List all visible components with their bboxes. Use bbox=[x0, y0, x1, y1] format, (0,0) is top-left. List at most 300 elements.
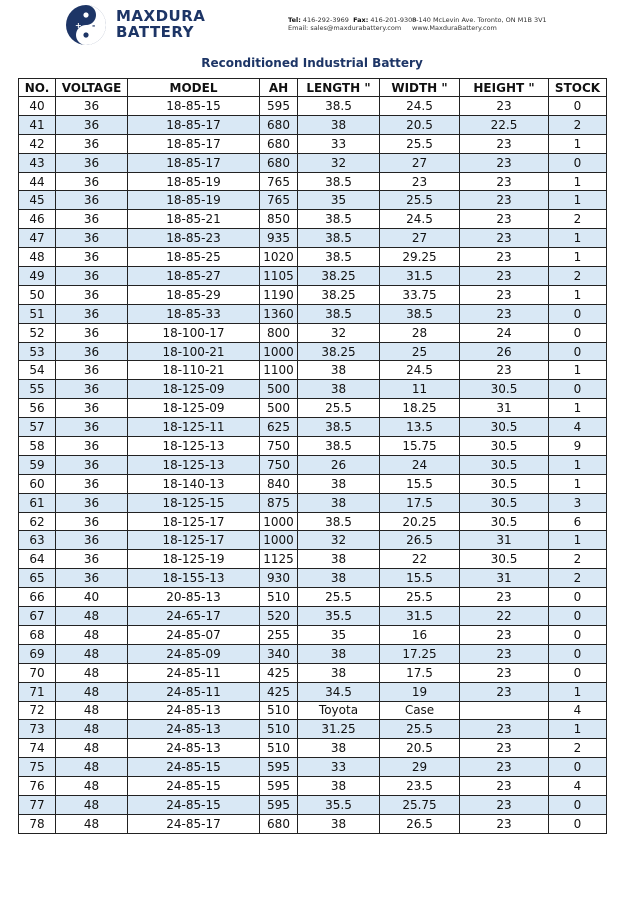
cell-ah: 510 bbox=[260, 588, 298, 607]
cell-model: 18-110-21 bbox=[128, 361, 260, 380]
cell-height: 31 bbox=[460, 399, 549, 418]
cell-height: 23 bbox=[460, 191, 549, 210]
email-value: sales@maxdurabattery.com bbox=[310, 24, 402, 32]
table-row bbox=[19, 739, 607, 758]
cell-stock: 1 bbox=[549, 134, 607, 153]
cell-stock: 1 bbox=[549, 248, 607, 267]
table-row bbox=[19, 455, 607, 474]
cell-length: 32 bbox=[298, 153, 380, 172]
cell-model: 24-85-13 bbox=[128, 720, 260, 739]
cell-model: 18-125-17 bbox=[128, 512, 260, 531]
cell-ah: 800 bbox=[260, 323, 298, 342]
cell-stock: 1 bbox=[549, 229, 607, 248]
cell-model: 24-85-11 bbox=[128, 663, 260, 682]
cell-width: 29 bbox=[380, 758, 460, 777]
cell-ah: 510 bbox=[260, 720, 298, 739]
cell-width: 27 bbox=[380, 153, 460, 172]
cell-width: 11 bbox=[380, 380, 460, 399]
cell-no: 68 bbox=[19, 625, 56, 644]
cell-length: 35.5 bbox=[298, 607, 380, 626]
cell-no: 62 bbox=[19, 512, 56, 531]
cell-length: 38 bbox=[298, 550, 380, 569]
cell-length: 38 bbox=[298, 361, 380, 380]
cell-no: 70 bbox=[19, 663, 56, 682]
cell-stock: 4 bbox=[549, 777, 607, 796]
cell-no: 72 bbox=[19, 701, 56, 720]
cell-stock: 1 bbox=[549, 720, 607, 739]
cell-no: 63 bbox=[19, 531, 56, 550]
cell-model: 18-85-21 bbox=[128, 210, 260, 229]
cell-length: 35 bbox=[298, 625, 380, 644]
cell-width: 31.5 bbox=[380, 607, 460, 626]
cell-stock: 1 bbox=[549, 361, 607, 380]
cell-width: 18.25 bbox=[380, 399, 460, 418]
cell-voltage: 40 bbox=[56, 588, 128, 607]
cell-no: 57 bbox=[19, 418, 56, 437]
cell-height: 30.5 bbox=[460, 512, 549, 531]
cell-no: 60 bbox=[19, 474, 56, 493]
cell-no: 40 bbox=[19, 97, 56, 116]
cell-length: 32 bbox=[298, 531, 380, 550]
cell-ah: 510 bbox=[260, 701, 298, 720]
cell-model: 18-125-09 bbox=[128, 380, 260, 399]
cell-height: 26 bbox=[460, 342, 549, 361]
brand-name bbox=[116, 8, 205, 40]
cell-voltage: 48 bbox=[56, 701, 128, 720]
cell-no: 56 bbox=[19, 399, 56, 418]
cell-stock: 1 bbox=[549, 191, 607, 210]
table-row bbox=[19, 720, 607, 739]
cell-voltage: 36 bbox=[56, 115, 128, 134]
cell-width: 24 bbox=[380, 455, 460, 474]
cell-no: 46 bbox=[19, 210, 56, 229]
cell-voltage: 36 bbox=[56, 153, 128, 172]
cell-no: 73 bbox=[19, 720, 56, 739]
cell-voltage: 48 bbox=[56, 607, 128, 626]
cell-height: 30.5 bbox=[460, 455, 549, 474]
cell-ah: 1000 bbox=[260, 512, 298, 531]
cell-ah: 340 bbox=[260, 644, 298, 663]
brand-line1: MAXDURA bbox=[116, 7, 206, 25]
table-body bbox=[19, 97, 607, 834]
cell-length: 38.5 bbox=[298, 512, 380, 531]
cell-height: 23 bbox=[460, 285, 549, 304]
cell-ah: 930 bbox=[260, 569, 298, 588]
cell-width: 13.5 bbox=[380, 418, 460, 437]
cell-width: 25.5 bbox=[380, 720, 460, 739]
table-row bbox=[19, 153, 607, 172]
cell-model: 24-85-09 bbox=[128, 644, 260, 663]
email-label: Email: bbox=[288, 24, 309, 32]
table-row bbox=[19, 663, 607, 682]
cell-length: 38 bbox=[298, 474, 380, 493]
cell-model: 18-155-13 bbox=[128, 569, 260, 588]
table-row bbox=[19, 380, 607, 399]
table-row bbox=[19, 795, 607, 814]
cell-voltage: 36 bbox=[56, 134, 128, 153]
cell-voltage: 36 bbox=[56, 361, 128, 380]
table-row bbox=[19, 758, 607, 777]
cell-model: 24-85-15 bbox=[128, 795, 260, 814]
fax-value: 416-201-9300 bbox=[370, 16, 417, 24]
table-row bbox=[19, 607, 607, 626]
table-row bbox=[19, 493, 607, 512]
column-header-no: NO. bbox=[19, 79, 56, 97]
cell-no: 74 bbox=[19, 739, 56, 758]
table-row bbox=[19, 814, 607, 833]
cell-height: 30.5 bbox=[460, 437, 549, 456]
cell-height: 23 bbox=[460, 304, 549, 323]
column-header-voltage: VOLTAGE bbox=[56, 79, 128, 97]
cell-voltage: 48 bbox=[56, 682, 128, 701]
cell-model: 20-85-13 bbox=[128, 588, 260, 607]
cell-voltage: 36 bbox=[56, 418, 128, 437]
cell-model: 18-85-17 bbox=[128, 153, 260, 172]
cell-model: 24-85-13 bbox=[128, 739, 260, 758]
table-row bbox=[19, 361, 607, 380]
cell-height: 23 bbox=[460, 210, 549, 229]
cell-no: 61 bbox=[19, 493, 56, 512]
cell-model: 18-85-29 bbox=[128, 285, 260, 304]
cell-model: 24-65-17 bbox=[128, 607, 260, 626]
table-row bbox=[19, 418, 607, 437]
cell-no: 69 bbox=[19, 644, 56, 663]
cell-stock: 2 bbox=[549, 569, 607, 588]
cell-ah: 765 bbox=[260, 191, 298, 210]
cell-height: 23 bbox=[460, 361, 549, 380]
cell-no: 50 bbox=[19, 285, 56, 304]
cell-ah: 500 bbox=[260, 399, 298, 418]
cell-no: 78 bbox=[19, 814, 56, 833]
cell-stock: 0 bbox=[549, 814, 607, 833]
cell-model: 24-85-15 bbox=[128, 758, 260, 777]
cell-length: 38 bbox=[298, 663, 380, 682]
cell-model: 18-85-19 bbox=[128, 191, 260, 210]
cell-stock: 0 bbox=[549, 97, 607, 116]
cell-model: 18-125-11 bbox=[128, 418, 260, 437]
cell-ah: 1105 bbox=[260, 267, 298, 286]
cell-ah: 595 bbox=[260, 97, 298, 116]
cell-voltage: 36 bbox=[56, 380, 128, 399]
cell-model: 18-125-13 bbox=[128, 455, 260, 474]
cell-width: 25.75 bbox=[380, 795, 460, 814]
cell-width: 24.5 bbox=[380, 361, 460, 380]
cell-stock: 2 bbox=[549, 739, 607, 758]
cell-voltage: 36 bbox=[56, 493, 128, 512]
table-row bbox=[19, 399, 607, 418]
cell-ah: 1000 bbox=[260, 531, 298, 550]
cell-voltage: 36 bbox=[56, 474, 128, 493]
cell-height: 23 bbox=[460, 644, 549, 663]
cell-height: 23 bbox=[460, 663, 549, 682]
cell-length: 38 bbox=[298, 814, 380, 833]
cell-height: 23 bbox=[460, 97, 549, 116]
cell-height: 23 bbox=[460, 758, 549, 777]
cell-no: 51 bbox=[19, 304, 56, 323]
cell-voltage: 36 bbox=[56, 569, 128, 588]
cell-length: 38 bbox=[298, 739, 380, 758]
cell-length: 38.25 bbox=[298, 342, 380, 361]
cell-ah: 750 bbox=[260, 455, 298, 474]
cell-height bbox=[460, 701, 549, 720]
cell-ah: 1000 bbox=[260, 342, 298, 361]
cell-ah: 680 bbox=[260, 814, 298, 833]
cell-voltage: 36 bbox=[56, 97, 128, 116]
cell-width: 20.5 bbox=[380, 115, 460, 134]
cell-ah: 1190 bbox=[260, 285, 298, 304]
table-row bbox=[19, 644, 607, 663]
cell-no: 75 bbox=[19, 758, 56, 777]
cell-length: 38.5 bbox=[298, 304, 380, 323]
cell-voltage: 48 bbox=[56, 795, 128, 814]
cell-stock: 1 bbox=[549, 172, 607, 191]
cell-height: 30.5 bbox=[460, 550, 549, 569]
cell-length: 35.5 bbox=[298, 795, 380, 814]
cell-width: 15.5 bbox=[380, 474, 460, 493]
cell-voltage: 36 bbox=[56, 399, 128, 418]
cell-height: 23 bbox=[460, 153, 549, 172]
cell-stock: 0 bbox=[549, 795, 607, 814]
svg-text:+: + bbox=[75, 21, 82, 30]
column-header-length: LENGTH " bbox=[298, 79, 380, 97]
cell-ah: 1100 bbox=[260, 361, 298, 380]
cell-no: 55 bbox=[19, 380, 56, 399]
cell-ah: 1020 bbox=[260, 248, 298, 267]
cell-no: 65 bbox=[19, 569, 56, 588]
cell-height: 31 bbox=[460, 569, 549, 588]
cell-height: 23 bbox=[460, 720, 549, 739]
cell-model: 18-125-09 bbox=[128, 399, 260, 418]
cell-model: 18-100-21 bbox=[128, 342, 260, 361]
cell-ah: 595 bbox=[260, 795, 298, 814]
cell-voltage: 36 bbox=[56, 172, 128, 191]
cell-ah: 425 bbox=[260, 663, 298, 682]
cell-height: 23 bbox=[460, 625, 549, 644]
cell-width: 17.5 bbox=[380, 493, 460, 512]
cell-width: 15.75 bbox=[380, 437, 460, 456]
cell-height: 31 bbox=[460, 531, 549, 550]
cell-width: 28 bbox=[380, 323, 460, 342]
cell-no: 45 bbox=[19, 191, 56, 210]
cell-width: 22 bbox=[380, 550, 460, 569]
cell-height: 23 bbox=[460, 134, 549, 153]
column-header-ah: AH bbox=[260, 79, 298, 97]
cell-height: 30.5 bbox=[460, 418, 549, 437]
battery-table bbox=[18, 78, 607, 834]
cell-width: 25.5 bbox=[380, 191, 460, 210]
cell-length: 38.5 bbox=[298, 418, 380, 437]
table-row bbox=[19, 210, 607, 229]
cell-stock: 0 bbox=[549, 153, 607, 172]
cell-length: Toyota bbox=[298, 701, 380, 720]
cell-height: 23 bbox=[460, 682, 549, 701]
cell-stock: 6 bbox=[549, 512, 607, 531]
cell-no: 49 bbox=[19, 267, 56, 286]
cell-no: 47 bbox=[19, 229, 56, 248]
cell-width: 16 bbox=[380, 625, 460, 644]
table-row bbox=[19, 267, 607, 286]
cell-length: 38 bbox=[298, 115, 380, 134]
table-title: Reconditioned Industrial Battery bbox=[201, 56, 423, 70]
cell-voltage: 36 bbox=[56, 210, 128, 229]
cell-stock: 0 bbox=[549, 607, 607, 626]
table-row bbox=[19, 512, 607, 531]
cell-ah: 680 bbox=[260, 115, 298, 134]
table-row bbox=[19, 248, 607, 267]
cell-width: 25.5 bbox=[380, 588, 460, 607]
cell-length: 38 bbox=[298, 777, 380, 796]
cell-length: 25.5 bbox=[298, 588, 380, 607]
table-row bbox=[19, 777, 607, 796]
cell-model: 18-125-13 bbox=[128, 437, 260, 456]
cell-length: 38.5 bbox=[298, 229, 380, 248]
cell-model: 24-85-07 bbox=[128, 625, 260, 644]
cell-stock: 1 bbox=[549, 474, 607, 493]
cell-voltage: 36 bbox=[56, 550, 128, 569]
cell-ah: 520 bbox=[260, 607, 298, 626]
cell-ah: 765 bbox=[260, 172, 298, 191]
cell-ah: 1360 bbox=[260, 304, 298, 323]
cell-width: 29.25 bbox=[380, 248, 460, 267]
cell-model: 18-85-25 bbox=[128, 248, 260, 267]
cell-width: 15.5 bbox=[380, 569, 460, 588]
table-row bbox=[19, 323, 607, 342]
cell-no: 64 bbox=[19, 550, 56, 569]
cell-length: 33 bbox=[298, 134, 380, 153]
cell-width: 23.5 bbox=[380, 777, 460, 796]
cell-length: 26 bbox=[298, 455, 380, 474]
cell-ah: 680 bbox=[260, 153, 298, 172]
table-row bbox=[19, 342, 607, 361]
cell-height: 23 bbox=[460, 777, 549, 796]
column-header-height: HEIGHT " bbox=[460, 79, 549, 97]
cell-stock: 0 bbox=[549, 644, 607, 663]
table-row bbox=[19, 172, 607, 191]
cell-voltage: 36 bbox=[56, 512, 128, 531]
cell-no: 54 bbox=[19, 361, 56, 380]
tel-label: Tel: bbox=[288, 16, 301, 24]
cell-length: 38.25 bbox=[298, 285, 380, 304]
page-header bbox=[0, 0, 624, 55]
cell-length: 32 bbox=[298, 323, 380, 342]
website-link[interactable]: www.MaxduraBattery.com bbox=[412, 24, 497, 32]
cell-width: 23 bbox=[380, 172, 460, 191]
cell-length: 38 bbox=[298, 493, 380, 512]
cell-length: 38.5 bbox=[298, 172, 380, 191]
cell-length: 38.5 bbox=[298, 97, 380, 116]
cell-height: 24 bbox=[460, 323, 549, 342]
cell-width: 26.5 bbox=[380, 814, 460, 833]
cell-model: 24-85-11 bbox=[128, 682, 260, 701]
cell-stock: 2 bbox=[549, 550, 607, 569]
cell-model: 18-125-15 bbox=[128, 493, 260, 512]
cell-no: 77 bbox=[19, 795, 56, 814]
cell-height: 22 bbox=[460, 607, 549, 626]
cell-ah: 255 bbox=[260, 625, 298, 644]
address: 8-140 McLevin Ave. Toronto, ON M1B 3V1 bbox=[412, 16, 547, 24]
cell-height: 23 bbox=[460, 229, 549, 248]
cell-stock: 2 bbox=[549, 115, 607, 134]
cell-ah: 840 bbox=[260, 474, 298, 493]
cell-model: 18-85-23 bbox=[128, 229, 260, 248]
cell-stock: 0 bbox=[549, 304, 607, 323]
table-row bbox=[19, 550, 607, 569]
table-row bbox=[19, 625, 607, 644]
cell-length: 38.5 bbox=[298, 248, 380, 267]
cell-width: 24.5 bbox=[380, 210, 460, 229]
cell-width: 25.5 bbox=[380, 134, 460, 153]
cell-height: 30.5 bbox=[460, 493, 549, 512]
cell-stock: 2 bbox=[549, 267, 607, 286]
cell-length: 38 bbox=[298, 569, 380, 588]
cell-voltage: 36 bbox=[56, 531, 128, 550]
table-row bbox=[19, 229, 607, 248]
cell-ah: 750 bbox=[260, 437, 298, 456]
cell-ah: 850 bbox=[260, 210, 298, 229]
tel-value: 416-292-3969 bbox=[302, 16, 349, 24]
cell-length: 34.5 bbox=[298, 682, 380, 701]
cell-stock: 0 bbox=[549, 663, 607, 682]
cell-width: 25 bbox=[380, 342, 460, 361]
cell-no: 76 bbox=[19, 777, 56, 796]
table-row bbox=[19, 115, 607, 134]
cell-voltage: 48 bbox=[56, 777, 128, 796]
cell-no: 59 bbox=[19, 455, 56, 474]
cell-width: 24.5 bbox=[380, 97, 460, 116]
cell-length: 31.25 bbox=[298, 720, 380, 739]
cell-voltage: 36 bbox=[56, 323, 128, 342]
cell-model: 18-85-17 bbox=[128, 134, 260, 153]
cell-length: 38 bbox=[298, 380, 380, 399]
cell-width: 38.5 bbox=[380, 304, 460, 323]
cell-ah: 500 bbox=[260, 380, 298, 399]
svg-text:-: - bbox=[92, 21, 96, 30]
cell-width: 20.5 bbox=[380, 739, 460, 758]
cell-length: 35 bbox=[298, 191, 380, 210]
cell-height: 30.5 bbox=[460, 474, 549, 493]
cell-voltage: 36 bbox=[56, 437, 128, 456]
column-header-model: MODEL bbox=[128, 79, 260, 97]
cell-width: Case bbox=[380, 701, 460, 720]
contact-phone-block bbox=[288, 16, 416, 32]
cell-stock: 0 bbox=[549, 323, 607, 342]
table-row bbox=[19, 97, 607, 116]
cell-model: 18-85-15 bbox=[128, 97, 260, 116]
cell-model: 18-140-13 bbox=[128, 474, 260, 493]
cell-voltage: 48 bbox=[56, 663, 128, 682]
cell-stock: 4 bbox=[549, 418, 607, 437]
cell-ah: 935 bbox=[260, 229, 298, 248]
cell-ah: 875 bbox=[260, 493, 298, 512]
table-row bbox=[19, 437, 607, 456]
cell-stock: 0 bbox=[549, 758, 607, 777]
cell-model: 18-100-17 bbox=[128, 323, 260, 342]
cell-ah: 595 bbox=[260, 758, 298, 777]
cell-length: 25.5 bbox=[298, 399, 380, 418]
cell-height: 23 bbox=[460, 795, 549, 814]
cell-ah: 510 bbox=[260, 739, 298, 758]
contact-address-block bbox=[412, 16, 547, 32]
cell-model: 24-85-13 bbox=[128, 701, 260, 720]
cell-voltage: 36 bbox=[56, 229, 128, 248]
cell-stock: 0 bbox=[549, 625, 607, 644]
cell-width: 33.75 bbox=[380, 285, 460, 304]
cell-model: 18-85-17 bbox=[128, 115, 260, 134]
cell-no: 44 bbox=[19, 172, 56, 191]
cell-model: 24-85-17 bbox=[128, 814, 260, 833]
cell-width: 31.5 bbox=[380, 267, 460, 286]
cell-width: 17.25 bbox=[380, 644, 460, 663]
